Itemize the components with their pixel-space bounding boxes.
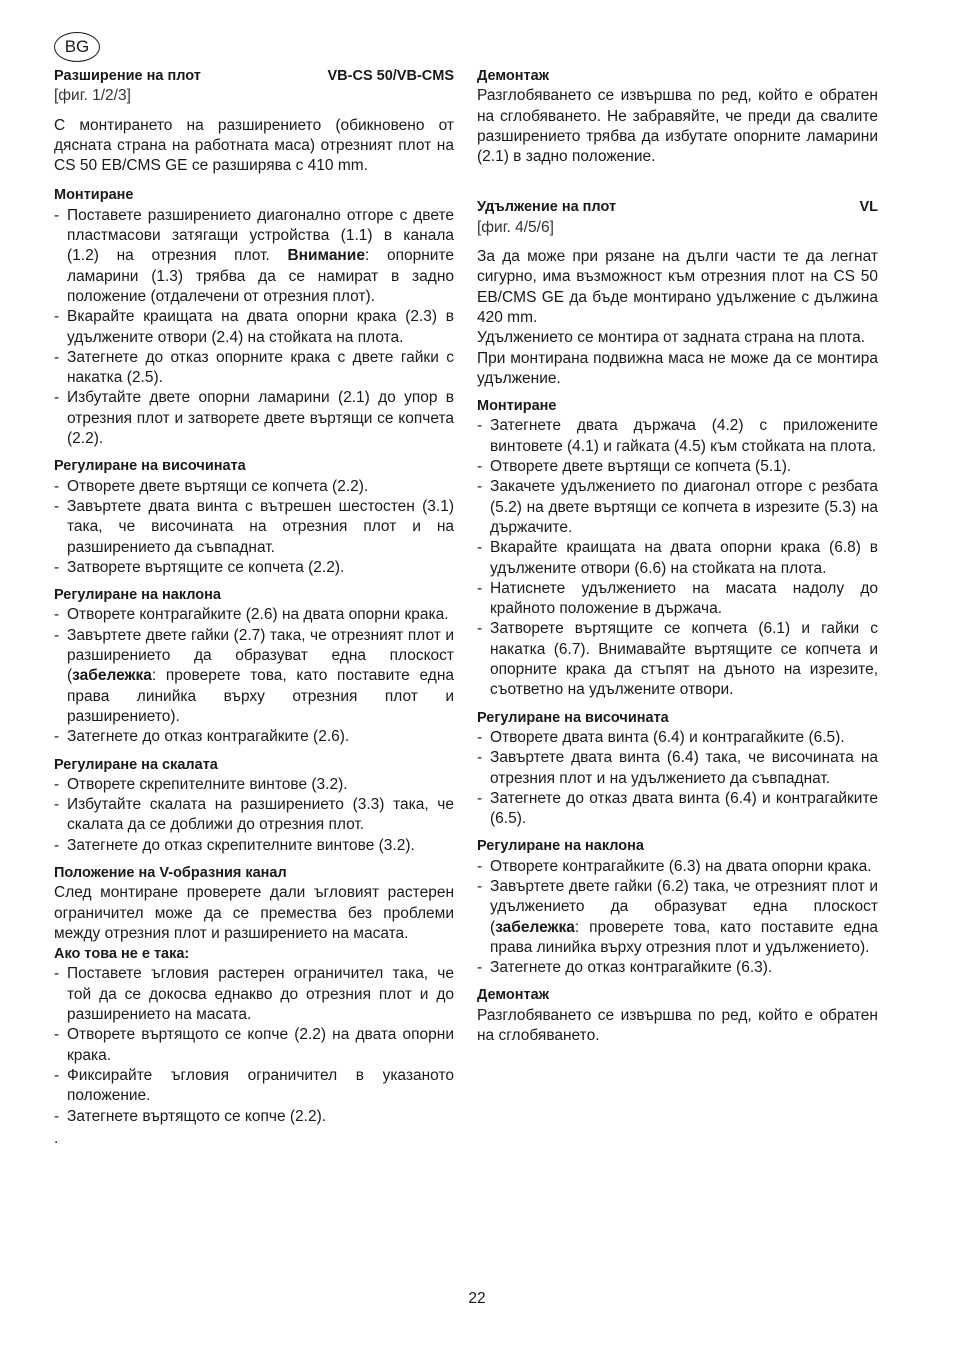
mount-heading: Монтиране [54, 187, 134, 204]
height-list [54, 477, 454, 578]
list-item: - Поставете ъгловия растерен ограничител така, че той да се докосва еднакво до отрезния плот и до разширението на масата. [54, 964, 454, 1025]
list-item: - Завъртете двете гайки (6.2) така, че отрезният плот и удължението да образуват една плоскост (забележка: проверете това, като поставите една права линийка върху отрезния плот и удължението). [477, 877, 878, 958]
list-item: - Затегнете до отказ контрагайките (6.3). [477, 958, 878, 978]
section-title: Разширение на плот [54, 68, 201, 84]
list-item: - Завъртете двете гайки (2.7) така, че отрезният плот и разширението да образуват една плоскост (забележка: проверете това, като поставите една права линийка върху отрезния плот и разширението). [54, 626, 454, 727]
list-item: - Затегнете въртящото се копче (2.2). [54, 1107, 454, 1127]
language-badge: BG [54, 32, 100, 62]
mount-list [477, 416, 878, 700]
list-item: - Завъртете двата винта с вътрешен шестостен (3.1) така, че височината на отрезния плот и на разширението да съвпаднат. [54, 497, 454, 558]
list-item: - Затворете въртящите се копчета (2.2). [54, 558, 454, 578]
list-item: - Фиксирайте ъгловия ограничител в указаното положение. [54, 1066, 454, 1107]
model-code: VB-CS 50/VB-CMS [327, 68, 454, 84]
list-item: - Затегнете до отказ скрепителните винтове (3.2). [54, 836, 454, 856]
section-title-row [54, 66, 454, 86]
list-item: - Поставете разширението диагонално отгоре с двете пластмасови затягащи устройства (1.1) в канала (1.2) на отрезния плот. Внимание: опорните ламарини (1.3) трябва да се намират в задно положение (отдалечени от отрезния плот). [54, 206, 454, 307]
left-column [54, 66, 454, 1149]
list-item: - Избутайте двете опорни ламарини (2.1) до упор в отрезния плот и затворете двете въртящи се копчета (2.2). [54, 388, 454, 449]
list-item: - Отворете въртящото се копче (2.2) на двата опорни крака. [54, 1025, 454, 1066]
dismount-paragraph: Разглобяването се извършва по ред, който е обратен на сглобяването. Не забравяйте, че преди да свалите разширението трябва да избутате опорните ламарини (2.1) в задно положение. [477, 87, 878, 166]
right-column [477, 66, 878, 1046]
list-item: - Избутайте скалата на разширението (3.3) така, че скалата да се доближи до отрезния плот. [54, 795, 454, 836]
dismount-paragraph: Разглобяването се извършва по ред, който е обратен на сглобяването. [477, 1006, 878, 1045]
model-code: VL [859, 199, 878, 216]
list-item: - Затегнете до отказ контрагайките (2.6). [54, 727, 454, 747]
list-item: - Вкарайте краищата на двата опорни крака (2.3) в удължените отвори (2.4) на стойката на плота. [54, 307, 454, 348]
list-item: - Отворете двата винта (6.4) и контрагайките (6.5). [477, 728, 878, 748]
list-item: - Затегнете до отказ двата винта (6.4) и контрагайките (6.5). [477, 789, 878, 830]
list-item: - Затворете въртящите се копчета (6.1) и гайки с накатка (6.7). Внимавайте въртящите се копчета и опорните крака да стъпят на дъното на изрезите, съответно на удължените отвори. [477, 619, 878, 700]
vgroove-subheading: Ако това не е така: [54, 946, 190, 963]
list-item: - Отворете скрепителните винтове (3.2). [54, 775, 454, 795]
tilt-list [477, 857, 878, 979]
scale-heading: Регулиране на скалата [54, 756, 218, 773]
section-title: Удължение на плот [477, 199, 617, 216]
scale-list [54, 775, 454, 856]
height-list [477, 728, 878, 829]
dismount-heading: Демонтаж [477, 987, 549, 1004]
list-item: - Отворете контрагайките (6.3) на двата опорни крака. [477, 857, 878, 877]
tilt-heading: Регулиране на наклона [54, 587, 221, 604]
tilt-list [54, 605, 454, 747]
list-item: - Отворете двете въртящи се копчета (2.2). [54, 477, 454, 497]
mount-heading: Монтиране [477, 398, 557, 415]
intro-paragraph: Удължението се монтира от задната страна на плота. [477, 329, 866, 347]
list-item: - Закачете удължението по диагонал отгоре с резбата (5.2) на двете въртящи се копчета в изрезите (5.3) на държачите. [477, 477, 878, 538]
intro-paragraph: С монтирането на разширението (обикновено от дясната страна на работната маса) отрезният плот на CS 50 EB/CMS GE се разширява с 410 mm. [54, 116, 454, 175]
height-heading: Регулиране на височината [54, 458, 246, 475]
list-item: - Вкарайте краищата на двата опорни крака (6.8) в удължените отвори (6.6) на стойката на плота. [477, 538, 878, 579]
list-item: - Завъртете двата винта (6.4) така, че височината на отрезния плот и на удължението да съвпаднат. [477, 748, 878, 789]
vgroove-heading: Положение на V-образния канал [54, 864, 287, 881]
stray-dot: . [54, 1129, 59, 1147]
list-item: - Затегнете до отказ опорните крака с двете гайки с накатка (2.5). [54, 348, 454, 389]
vgroove-list [54, 964, 454, 1126]
mount-list [54, 206, 454, 450]
tilt-heading: Регулиране на наклона [477, 838, 644, 855]
list-item: - Отворете двете въртящи се копчета (5.1). [477, 457, 878, 477]
list-item: - Натиснете удължението на масата надолу до крайното положение в държача. [477, 579, 878, 620]
list-item: - Отворете контрагайките (2.6) на двата опорни крака. [54, 605, 454, 625]
height-heading: Регулиране на височината [477, 709, 669, 726]
dismount-heading: Демонтаж [477, 68, 549, 84]
section-title-row [477, 197, 878, 217]
list-item: - Затегнете двата държача (4.2) с приложените винтовете (4.1) и гайката (4.5) към стойката на плота. [477, 416, 878, 457]
page-number: 22 [468, 1290, 486, 1307]
intro-paragraph: За да може при рязане на дълги части те да легнат сигурно, има възможност към отрезния плот на CS 50 EB/CMS GE да бъде монтирано удължение с дължина 420 mm. [477, 248, 878, 326]
figure-reference: [фиг. 1/2/3] [54, 87, 131, 105]
figure-reference: [фиг. 4/5/6] [477, 218, 554, 236]
vgroove-paragraph: След монтиране проверете дали ъгловият растерен ограничител може да се премества без проблеми между отрезния плот и разширението на масата. [54, 884, 454, 942]
intro-paragraph: При монтирана подвижна маса не може да се монтира удължение. [477, 349, 878, 387]
